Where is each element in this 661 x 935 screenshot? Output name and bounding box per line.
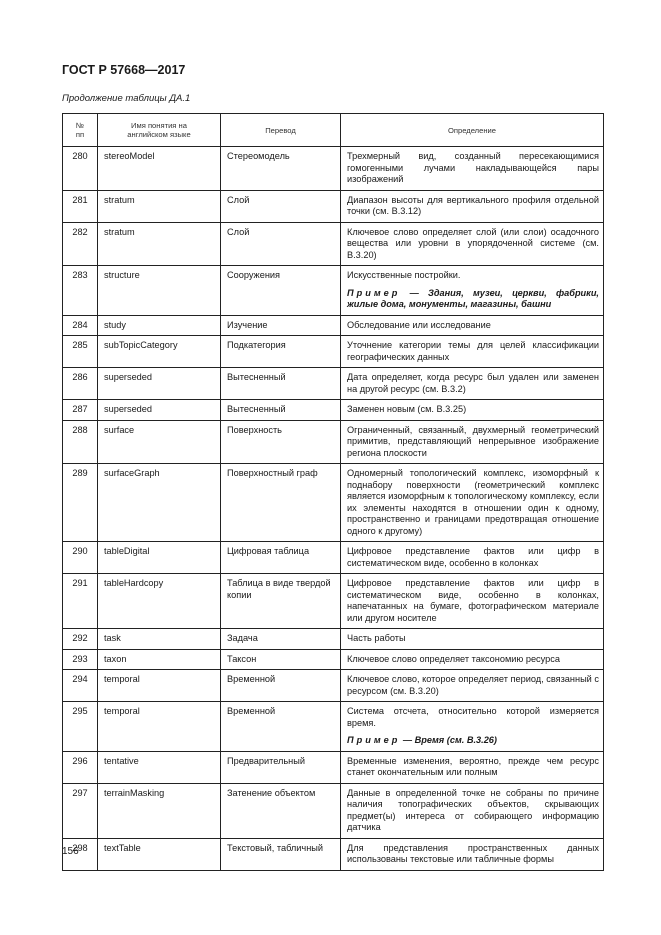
term-translation: Предварительный — [221, 751, 341, 783]
table-row — [63, 336, 604, 368]
term-translation: Вытесненный — [221, 400, 341, 421]
term-translation: Временной — [221, 670, 341, 702]
definition-text: Система отсчета, относительно которой измеряется время. — [347, 706, 599, 728]
term-english: textTable — [98, 838, 221, 870]
table-row — [63, 420, 604, 464]
term-definition — [341, 266, 604, 316]
table-row — [63, 315, 604, 336]
table-row — [63, 464, 604, 542]
header-definition-text: Определение — [447, 125, 496, 135]
term-translation: Временной — [221, 702, 341, 752]
row-number: 298 — [63, 838, 98, 870]
term-english: surface — [98, 420, 221, 464]
term-english: stratum — [98, 222, 221, 266]
term-translation: Текстовый, табличный — [221, 838, 341, 870]
document-id: ГОСТ Р 57668—2017 — [62, 63, 186, 77]
table-row — [63, 783, 604, 838]
table-row — [63, 670, 604, 702]
row-number: 283 — [63, 266, 98, 316]
term-definition — [341, 222, 604, 266]
term-translation: Цифровая таблица — [221, 542, 341, 574]
term-english: stereoModel — [98, 147, 221, 191]
table-row — [63, 629, 604, 650]
term-definition — [341, 336, 604, 368]
term-english: surfaceGraph — [98, 464, 221, 542]
term-english: tentative — [98, 751, 221, 783]
term-translation: Сооружения — [221, 266, 341, 316]
table-row — [63, 838, 604, 870]
row-number: 285 — [63, 336, 98, 368]
term-english: stratum — [98, 190, 221, 222]
definition-text: Данные в определенной точке не собраны по причине наличия топографических объектов, скрывающих предмет(ы) интереса от собирающего информацию датчика — [347, 787, 599, 832]
definition-text: Цифровое представление фактов или цифр в систематическом виде, особенно в колонках — [347, 546, 599, 568]
row-number: 293 — [63, 649, 98, 670]
row-number: 297 — [63, 783, 98, 838]
term-english: study — [98, 315, 221, 336]
table-row — [63, 542, 604, 574]
row-number: 295 — [63, 702, 98, 752]
header-translation — [221, 114, 341, 147]
term-english: temporal — [98, 670, 221, 702]
example-label: Пример — [347, 735, 401, 745]
term-translation: Поверхность — [221, 420, 341, 464]
term-definition — [341, 190, 604, 222]
header-num-text: № пп — [75, 121, 85, 139]
table-body — [63, 147, 604, 871]
term-translation: Изучение — [221, 315, 341, 336]
row-number: 284 — [63, 315, 98, 336]
term-definition — [341, 315, 604, 336]
header-num — [63, 114, 98, 147]
definition-text: Ключевое слово определяет таксономию ресурса — [347, 653, 560, 664]
definition-text: Уточнение категории темы для целей классификации географических данных — [347, 340, 599, 362]
term-translation: Затенение объектом — [221, 783, 341, 838]
table-header-row — [63, 114, 604, 147]
term-definition — [341, 368, 604, 400]
table-row — [63, 266, 604, 316]
term-definition — [341, 464, 604, 542]
row-number: 288 — [63, 420, 98, 464]
definition-example: Пример — Время (см. В.3.26) — [347, 735, 497, 745]
table-row — [63, 222, 604, 266]
definition-text: Цифровое представление фактов или цифр в систематическом виде, особенно в колонках, напечатанных на бумаге, фотографическом материале или другом носителе — [347, 578, 599, 623]
term-english: superseded — [98, 400, 221, 421]
definition-text: Одномерный топологический комплекс, изоморфный к поднабору поверхности (геометрический комплекс является изоморфным к топологическому комплексу, если их элементы находятся в отношении один к одному, пространственно и границами предотвращая отношение одного к другому) — [347, 468, 599, 536]
term-translation: Таксон — [221, 649, 341, 670]
term-english: tableHardcopy — [98, 574, 221, 629]
term-english: task — [98, 629, 221, 650]
term-translation: Таблица в виде твердой копии — [221, 574, 341, 629]
definition-text: Обследование или исследование — [347, 319, 491, 330]
row-number: 290 — [63, 542, 98, 574]
definition-text: Для представления пространственных данных использованы текстовые или табличные формы — [347, 842, 599, 864]
term-english: structure — [98, 266, 221, 316]
term-english: tableDigital — [98, 542, 221, 574]
table-row — [63, 190, 604, 222]
definition-text: Ключевое слово, которое определяет период, связанный с ресурсом (см. В.3.20) — [347, 674, 599, 696]
header-term-text: Имя понятия на английском языке — [127, 121, 191, 139]
row-number: 280 — [63, 147, 98, 191]
term-translation: Задача — [221, 629, 341, 650]
term-definition — [341, 542, 604, 574]
row-number: 282 — [63, 222, 98, 266]
table-caption: Продолжение таблицы ДА.1 — [62, 93, 191, 104]
term-translation: Поверхностный граф — [221, 464, 341, 542]
row-number: 286 — [63, 368, 98, 400]
term-english: taxon — [98, 649, 221, 670]
term-translation: Вытесненный — [221, 368, 341, 400]
header-term — [98, 114, 221, 147]
term-english: superseded — [98, 368, 221, 400]
term-translation: Подкатегория — [221, 336, 341, 368]
table-row — [63, 649, 604, 670]
header-definition — [341, 114, 604, 147]
definition-text: Ограниченный, связанный, двухмерный геометрический примитив, представляющий непрерывное изображение региона плоскости — [347, 424, 599, 458]
term-definition — [341, 751, 604, 783]
term-definition — [341, 147, 604, 191]
term-definition — [341, 420, 604, 464]
definition-example: Пример — Здания, музеи, церкви, фабрики, жилые дома, монументы, магазины, башни — [347, 287, 599, 309]
row-number: 296 — [63, 751, 98, 783]
term-definition — [341, 783, 604, 838]
term-definition — [341, 649, 604, 670]
table-row — [63, 751, 604, 783]
term-translation: Стереомодель — [221, 147, 341, 191]
row-number: 294 — [63, 670, 98, 702]
term-english: terrainMasking — [98, 783, 221, 838]
table-row — [63, 400, 604, 421]
table-row — [63, 574, 604, 629]
table-row — [63, 368, 604, 400]
definition-text: Дата определяет, когда ресурс был удален или заменен на другой ресурс (см. В.3.2) — [347, 372, 599, 394]
definition-text: Искусственные постройки. — [347, 270, 461, 280]
term-english: temporal — [98, 702, 221, 752]
term-definition — [341, 838, 604, 870]
term-definition — [341, 670, 604, 702]
term-definition — [341, 629, 604, 650]
row-number: 287 — [63, 400, 98, 421]
definition-text: Временные изменения, вероятно, прежде чем ресурс станет окончательным или полным — [347, 755, 599, 777]
terms-table — [62, 113, 604, 871]
definition-text: Ключевое слово определяет слой (или слои) осадочного вещества или уровни в упорядоченной системе (см. В.3.20) — [347, 226, 599, 260]
table-row — [63, 147, 604, 191]
term-translation: Слой — [221, 190, 341, 222]
example-label: Пример — [347, 287, 401, 298]
term-english: subTopicCategory — [98, 336, 221, 368]
term-definition — [341, 702, 604, 752]
example-text: Здания, музеи, церкви, фабрики, жилые дома, монументы, магазины, башни — [347, 287, 599, 309]
term-translation: Слой — [221, 222, 341, 266]
term-definition — [341, 400, 604, 421]
row-number: 292 — [63, 629, 98, 650]
row-number: 281 — [63, 190, 98, 222]
definition-text: Трехмерный вид, созданный пересекающимися гомогенными лучами накладывающейся пары изображений — [347, 151, 599, 184]
definition-text: Часть работы — [347, 633, 406, 643]
page-number: 156 — [62, 846, 79, 857]
definition-text: Диапазон высоты для вертикального профиля отдельной точки (см. В.3.12) — [347, 194, 599, 216]
header-translation-text: Перевод — [265, 125, 296, 135]
term-definition — [341, 574, 604, 629]
definition-text: Заменен новым (см. В.3.25) — [347, 404, 467, 414]
example-text: Время (см. В.3.26) — [414, 735, 497, 745]
row-number: 289 — [63, 464, 98, 542]
table-row — [63, 702, 604, 752]
row-number: 291 — [63, 574, 98, 629]
